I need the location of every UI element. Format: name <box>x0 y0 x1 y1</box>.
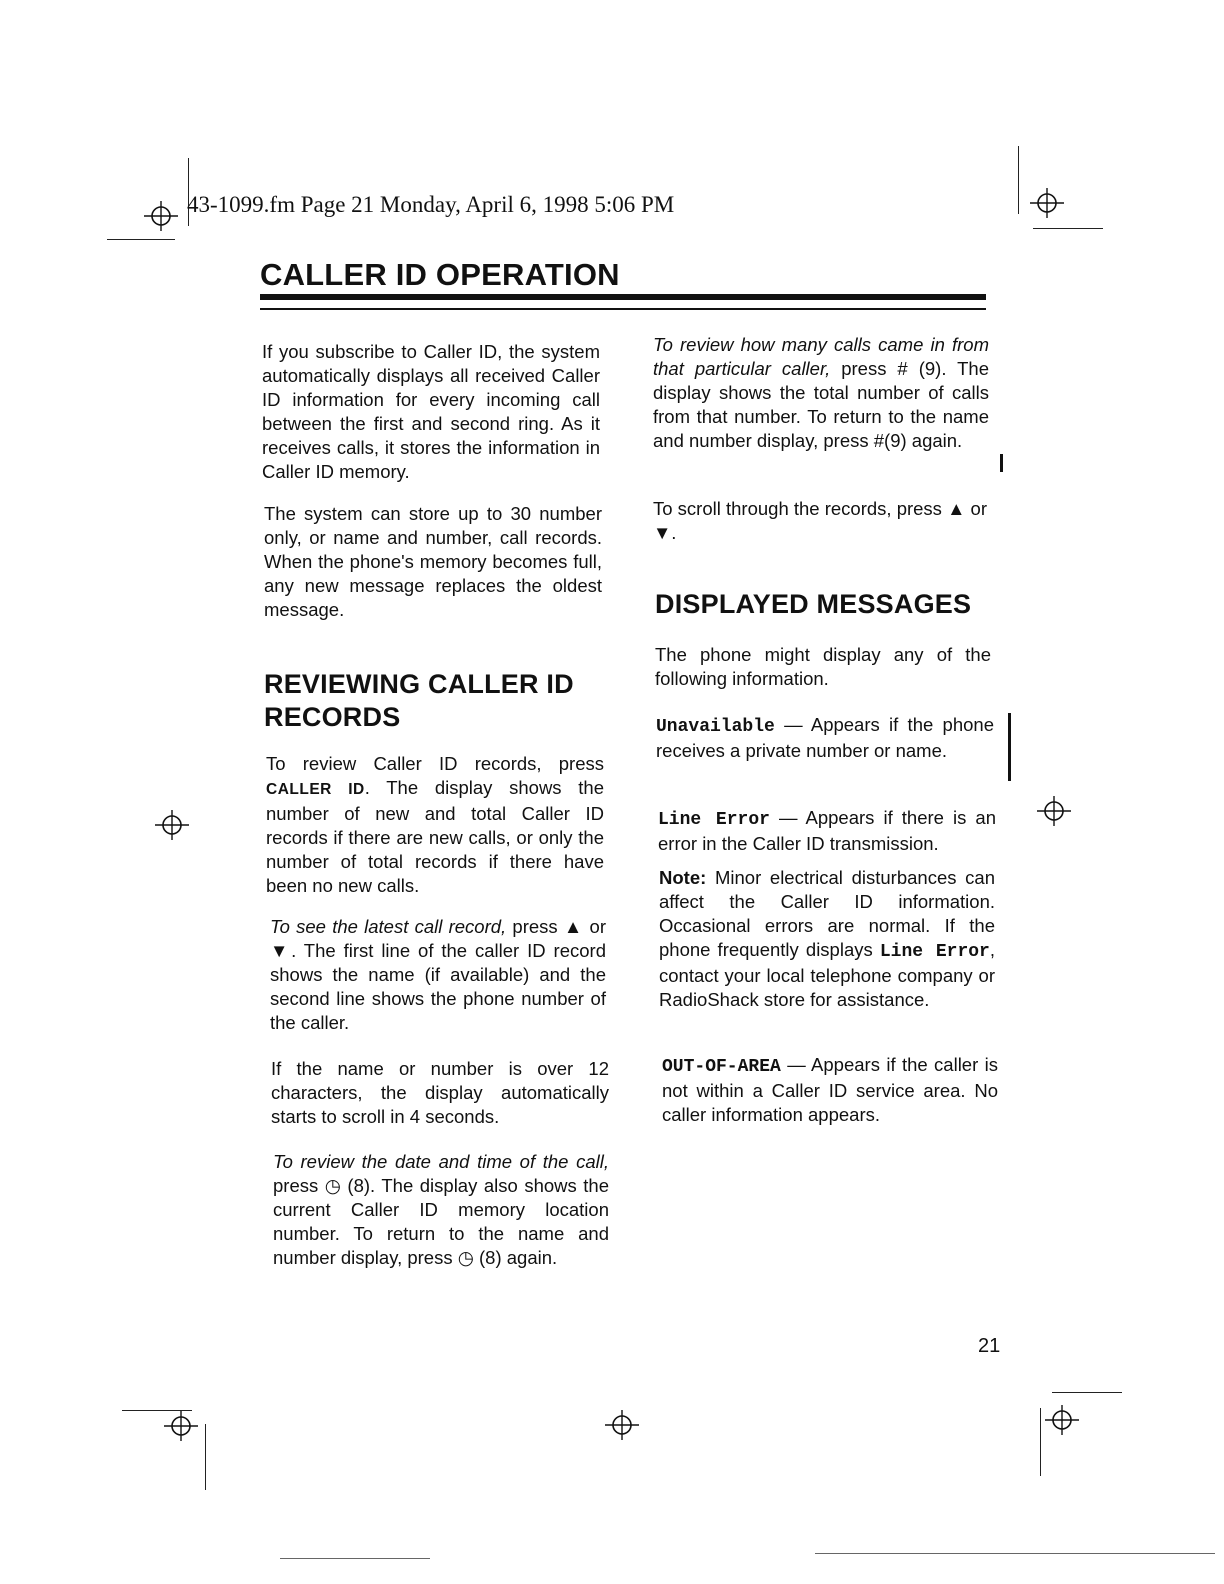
crop-line <box>205 1424 206 1490</box>
scan-artifact <box>280 1558 430 1559</box>
crop-line <box>107 239 175 240</box>
left-column-intro <box>262 340 600 484</box>
registration-mark-icon <box>1037 794 1071 828</box>
left-column-latest <box>270 915 606 1035</box>
registration-mark-icon <box>155 808 189 842</box>
left-column-datetime <box>273 1150 609 1270</box>
section-displayed-messages <box>655 588 995 621</box>
paragraph <box>266 752 604 898</box>
paragraph: The phone might display any of the following information. <box>655 644 991 689</box>
title-rule-thin <box>260 308 986 310</box>
paragraph: The system can store up to 30 number only, or name and number, call records. When the phone's memory becomes full, any new message replaces the oldest message. <box>264 503 602 620</box>
crop-line <box>1052 1392 1122 1393</box>
left-column-review <box>266 752 604 898</box>
text-run: press ▲ or ▼. The first line of the caller ID record shows the name (if available) and the second line shows the phone number of the caller. <box>270 916 606 1033</box>
section-heading: REVIEWING CALLER ID RECORDS <box>264 669 574 732</box>
paragraph <box>662 1053 998 1127</box>
text-run-italic: To review the date and time of the call, <box>273 1151 609 1172</box>
message-line-error <box>658 806 996 856</box>
registration-mark-icon <box>1045 1403 1079 1437</box>
change-bar <box>1000 454 1003 472</box>
page-title: CALLER ID OPERATION <box>260 257 620 292</box>
section-heading: DISPLAYED MESSAGES <box>655 589 972 619</box>
text-run-italic: To review how many calls came in from that particular caller, <box>653 334 989 379</box>
registration-mark-icon <box>164 1409 198 1443</box>
crop-line <box>1040 1408 1041 1476</box>
paragraph <box>653 333 989 453</box>
text-run: press ◷ (8). The display also shows the current Caller ID memory location number. To return to the name and number display, press ◷ (8) again. <box>273 1175 609 1268</box>
crop-line <box>1033 228 1103 229</box>
text-run: — Appears if the phone receives a private number or name. <box>656 714 994 761</box>
file-info-header: 43-1099.fm Page 21 Monday, April 6, 1998 5:06 PM <box>187 192 675 217</box>
display-message-term: Line Error <box>658 810 770 830</box>
paragraph <box>656 713 994 763</box>
paragraph <box>270 915 606 1035</box>
display-message-term: Unavailable <box>656 717 775 737</box>
paragraph: If the name or number is over 12 characters, the display automatically starts to scroll in 4 seconds. <box>271 1058 609 1127</box>
text-run-italic: To see the latest call record, <box>270 916 507 937</box>
change-bar <box>1008 713 1011 781</box>
crop-line <box>1018 146 1019 214</box>
text-run: . The display shows the number of new and total Caller ID records if there are new calls, or only the number of total records if there have been no new calls. <box>266 777 604 896</box>
paragraph: To scroll through the records, press ▲ or ▼. <box>653 498 987 543</box>
section-reviewing <box>264 668 604 734</box>
display-message-term: OUT-OF-AREA <box>662 1057 781 1077</box>
paragraph: If you subscribe to Caller ID, the system automatically displays all received Caller ID information for every incoming call between the first and second ring. As it receives calls, it stores the information in Caller ID memory. <box>262 341 600 482</box>
paragraph <box>658 806 996 856</box>
caller-id-key-label: CALLER ID <box>266 781 365 798</box>
paragraph <box>659 866 995 1012</box>
left-column-storage <box>264 502 602 622</box>
text-run: — Appears if the caller is not within a Caller ID service area. No caller information appears. <box>662 1054 998 1125</box>
display-message-term: Line Error <box>879 942 990 962</box>
registration-mark-icon <box>1030 186 1064 220</box>
crop-line <box>122 1410 192 1411</box>
registration-mark-icon <box>144 199 178 233</box>
left-column-scroll <box>271 1057 609 1129</box>
page-number: 21 <box>978 1335 1001 1357</box>
note <box>659 866 995 1012</box>
text-run: , contact your local telephone company or RadioShack store for assistance. <box>659 939 995 1010</box>
note-label: Note: <box>659 867 707 888</box>
text-run: To review Caller ID records, press <box>266 753 604 774</box>
title-rule-thick <box>260 294 986 300</box>
message-out-of-area <box>662 1053 998 1127</box>
message-unavailable <box>656 713 994 763</box>
text-run: press # (9). The display shows the total number of calls from that number. To return to the name and number display, press #(9) again. <box>653 358 989 451</box>
right-column-count <box>653 333 989 453</box>
right-column-intro <box>655 643 991 691</box>
paragraph <box>273 1150 609 1270</box>
registration-mark-icon <box>605 1408 639 1442</box>
text-run: Minor electrical disturbances can affect the Caller ID information. Occasional errors are normal. If the phone frequently displays <box>659 867 995 960</box>
scan-artifact <box>815 1553 1215 1554</box>
right-column-scroll <box>653 497 989 545</box>
text-run: — Appears if there is an error in the Caller ID transmission. <box>658 807 996 854</box>
